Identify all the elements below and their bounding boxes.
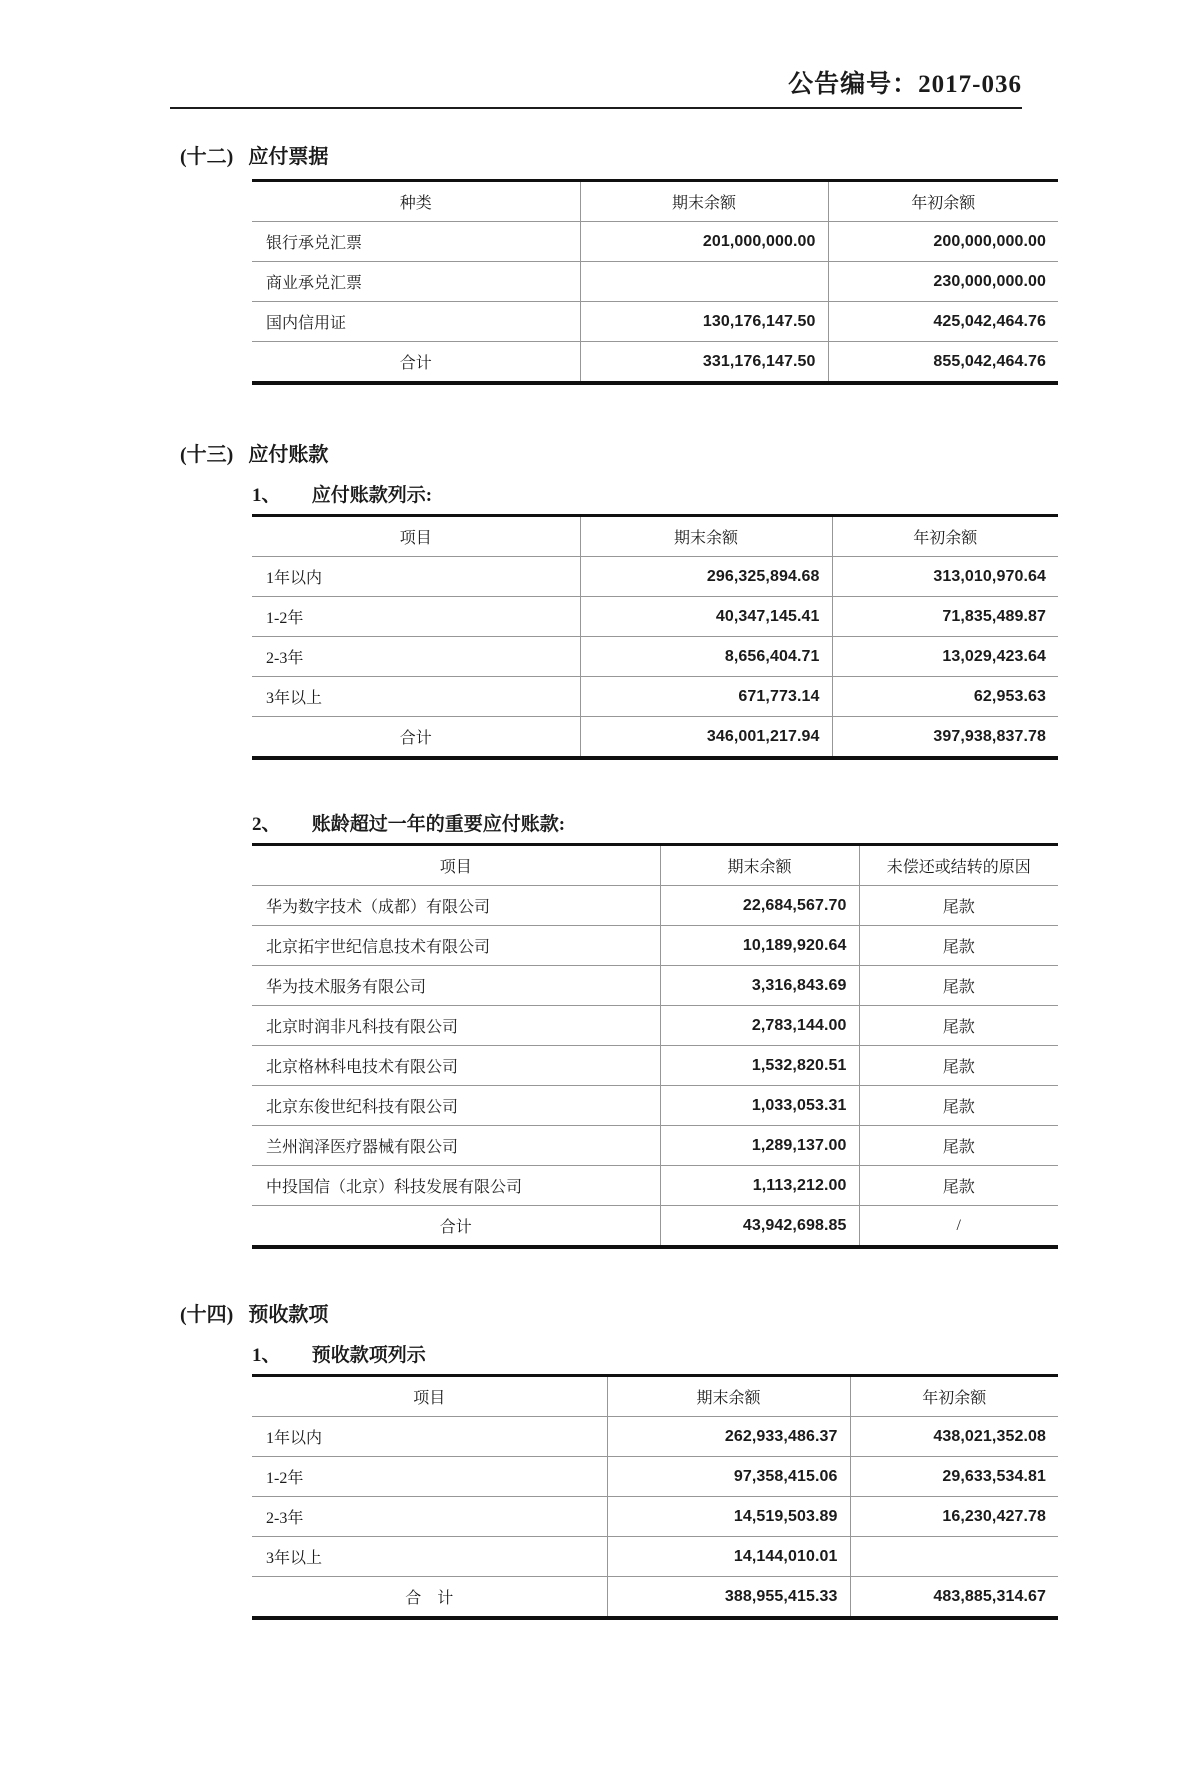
table-cell: 北京东俊世纪科技有限公司 bbox=[252, 1086, 660, 1126]
table-cell: 425,042,464.76 bbox=[828, 302, 1058, 342]
section-12-title: 应付票据 bbox=[248, 146, 329, 168]
section-heading-12 bbox=[180, 143, 1200, 171]
subsection-heading-13-2 bbox=[252, 812, 1200, 838]
column-header: 年初余额 bbox=[832, 516, 1058, 557]
section-13-title: 应付账款 bbox=[248, 444, 329, 466]
table-cell: 62,953.63 bbox=[832, 677, 1058, 717]
section-heading-14 bbox=[180, 1301, 1200, 1329]
header-row bbox=[252, 845, 1058, 886]
table-row bbox=[252, 677, 1058, 717]
header-row bbox=[252, 181, 1058, 222]
table-row bbox=[252, 1417, 1058, 1457]
column-header: 年初余额 bbox=[828, 181, 1058, 222]
section-14-number: (十四) bbox=[180, 1304, 234, 1326]
column-header: 项目 bbox=[252, 516, 580, 557]
table-cell: 43,942,698.85 bbox=[660, 1206, 859, 1248]
table-cell: 29,633,534.81 bbox=[850, 1457, 1058, 1497]
table-cell: 尾款 bbox=[859, 966, 1058, 1006]
column-header: 项目 bbox=[252, 1376, 607, 1417]
header-row bbox=[252, 1376, 1058, 1417]
table-cell: 200,000,000.00 bbox=[828, 222, 1058, 262]
table-row bbox=[252, 1046, 1058, 1086]
table-row bbox=[252, 1497, 1058, 1537]
column-header: 项目 bbox=[252, 845, 660, 886]
table-cell: 北京时润非凡科技有限公司 bbox=[252, 1006, 660, 1046]
table-cell: / bbox=[859, 1206, 1058, 1248]
table-cell: 3年以上 bbox=[252, 677, 580, 717]
table-cell: 262,933,486.37 bbox=[607, 1417, 850, 1457]
table-cell: 国内信用证 bbox=[252, 302, 580, 342]
table-cell: 3,316,843.69 bbox=[660, 966, 859, 1006]
table-row bbox=[252, 1086, 1058, 1126]
column-header: 期末余额 bbox=[660, 845, 859, 886]
column-header: 未偿还或结转的原因 bbox=[859, 845, 1058, 886]
table-cell: 22,684,567.70 bbox=[660, 886, 859, 926]
table-cell: 313,010,970.64 bbox=[832, 557, 1058, 597]
document-page bbox=[0, 70, 1200, 1766]
table-cell: 尾款 bbox=[859, 1126, 1058, 1166]
table-cell: 商业承兑汇票 bbox=[252, 262, 580, 302]
table-cell: 合计 bbox=[399, 355, 432, 372]
table-cell: 296,325,894.68 bbox=[580, 557, 832, 597]
table-cell: 130,176,147.50 bbox=[580, 302, 828, 342]
total-row bbox=[252, 717, 1058, 759]
column-header: 年初余额 bbox=[850, 1376, 1058, 1417]
table-cell: 1,033,053.31 bbox=[660, 1086, 859, 1126]
table-cell: 尾款 bbox=[859, 886, 1058, 926]
subsection-heading-14-1 bbox=[252, 1343, 1200, 1369]
table-cell: 北京格林科电技术有限公司 bbox=[252, 1046, 660, 1086]
table-cell: 671,773.14 bbox=[580, 677, 832, 717]
table-cell: 10,189,920.64 bbox=[660, 926, 859, 966]
table-cell: 2,783,144.00 bbox=[660, 1006, 859, 1046]
major-accounts-payable-table bbox=[252, 843, 1058, 1249]
subsection-13-2-title: 账龄超过一年的重要应付账款: bbox=[311, 814, 566, 835]
table-cell: 1-2年 bbox=[252, 597, 580, 637]
page-header bbox=[170, 70, 1022, 109]
advances-received-table bbox=[252, 1374, 1058, 1620]
table-row bbox=[252, 597, 1058, 637]
table-cell: 尾款 bbox=[859, 1046, 1058, 1086]
table-cell: 合计 bbox=[399, 730, 432, 747]
table-row bbox=[252, 1457, 1058, 1497]
table-row bbox=[252, 222, 1058, 262]
section-13-number: (十三) bbox=[180, 444, 234, 466]
section-12-number: (十二) bbox=[180, 146, 234, 168]
table-cell: 1,532,820.51 bbox=[660, 1046, 859, 1086]
table-cell: 483,885,314.67 bbox=[850, 1577, 1058, 1619]
table-row bbox=[252, 1537, 1058, 1577]
table-cell: 14,144,010.01 bbox=[607, 1537, 850, 1577]
total-row bbox=[252, 1206, 1058, 1248]
column-header: 期末余额 bbox=[580, 516, 832, 557]
accounts-payable-aging-table bbox=[252, 514, 1058, 760]
header-row bbox=[252, 516, 1058, 557]
table-cell: 40,347,145.41 bbox=[580, 597, 832, 637]
table-row bbox=[252, 557, 1058, 597]
table-cell: 855,042,464.76 bbox=[828, 342, 1058, 384]
table-row bbox=[252, 886, 1058, 926]
table-cell: 346,001,217.94 bbox=[580, 717, 832, 759]
table-cell: 尾款 bbox=[859, 1006, 1058, 1046]
subsection-14-1-title: 预收款项列示 bbox=[311, 1345, 426, 1366]
subsection-13-2-number: 2、 bbox=[252, 814, 281, 835]
table-cell: 尾款 bbox=[859, 926, 1058, 966]
table-cell: 16,230,427.78 bbox=[850, 1497, 1058, 1537]
table-cell: 华为技术服务有限公司 bbox=[252, 966, 660, 1006]
table-cell: 2-3年 bbox=[252, 637, 580, 677]
table-cell: 1-2年 bbox=[252, 1457, 607, 1497]
table-cell: 合计 bbox=[439, 1219, 472, 1236]
table-cell: 14,519,503.89 bbox=[607, 1497, 850, 1537]
table-cell: 北京拓宇世纪信息技术有限公司 bbox=[252, 926, 660, 966]
table-cell: 合 计 bbox=[405, 1590, 454, 1607]
table-cell: 中投国信（北京）科技发展有限公司 bbox=[252, 1166, 660, 1206]
table-row bbox=[252, 1126, 1058, 1166]
table-row bbox=[252, 1166, 1058, 1206]
column-header: 种类 bbox=[252, 181, 580, 222]
table-cell bbox=[850, 1537, 1058, 1577]
table-cell: 兰州润泽医疗器械有限公司 bbox=[252, 1126, 660, 1166]
table-cell: 1年以内 bbox=[252, 1417, 607, 1457]
table-cell: 1,289,137.00 bbox=[660, 1126, 859, 1166]
table-cell: 397,938,837.78 bbox=[832, 717, 1058, 759]
table-cell: 230,000,000.00 bbox=[828, 262, 1058, 302]
table-cell: 华为数字技术（成都）有限公司 bbox=[252, 886, 660, 926]
total-row bbox=[252, 1577, 1058, 1619]
table-cell: 13,029,423.64 bbox=[832, 637, 1058, 677]
table-cell: 201,000,000.00 bbox=[580, 222, 828, 262]
table-cell: 388,955,415.33 bbox=[607, 1577, 850, 1619]
announcement-number: 公告编号：2017-036 bbox=[788, 71, 1022, 98]
total-row bbox=[252, 342, 1058, 384]
table-row bbox=[252, 966, 1058, 1006]
table-cell: 8,656,404.71 bbox=[580, 637, 832, 677]
section-14-title: 预收款项 bbox=[248, 1304, 329, 1326]
subsection-13-1-title: 应付账款列示: bbox=[311, 485, 433, 506]
subsection-14-1-number: 1、 bbox=[252, 1345, 281, 1366]
column-header: 期末余额 bbox=[607, 1376, 850, 1417]
table-cell: 2-3年 bbox=[252, 1497, 607, 1537]
table-cell: 银行承兑汇票 bbox=[252, 222, 580, 262]
table-cell: 97,358,415.06 bbox=[607, 1457, 850, 1497]
notes-payable-table bbox=[252, 179, 1058, 385]
table-cell: 331,176,147.50 bbox=[580, 342, 828, 384]
column-header: 期末余额 bbox=[580, 181, 828, 222]
table-row bbox=[252, 1006, 1058, 1046]
subsection-13-1-number: 1、 bbox=[252, 485, 281, 506]
table-row bbox=[252, 637, 1058, 677]
table-cell: 71,835,489.87 bbox=[832, 597, 1058, 637]
table-cell: 3年以上 bbox=[252, 1537, 607, 1577]
table-cell: 尾款 bbox=[859, 1086, 1058, 1126]
table-row bbox=[252, 262, 1058, 302]
subsection-heading-13-1 bbox=[252, 483, 1200, 509]
table-row bbox=[252, 302, 1058, 342]
table-cell: 1年以内 bbox=[252, 557, 580, 597]
section-heading-13 bbox=[180, 441, 1200, 469]
table-cell: 438,021,352.08 bbox=[850, 1417, 1058, 1457]
table-cell: 1,113,212.00 bbox=[660, 1166, 859, 1206]
table-cell bbox=[580, 262, 828, 302]
table-row bbox=[252, 926, 1058, 966]
table-cell: 尾款 bbox=[859, 1166, 1058, 1206]
